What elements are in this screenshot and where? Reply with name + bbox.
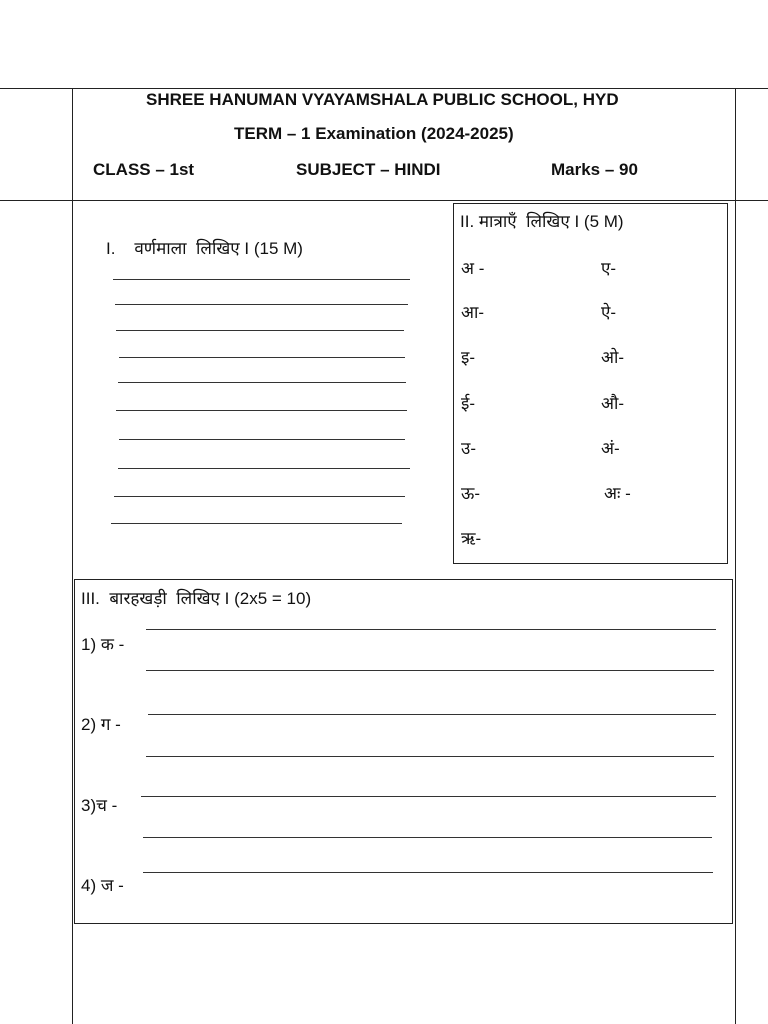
right-margin-line [735, 88, 736, 1024]
answer-line [143, 837, 712, 838]
answer-line [146, 756, 714, 757]
answer-line [146, 670, 714, 671]
class-label: CLASS – 1st [93, 160, 195, 179]
q2-title: II. मात्राएँ लिखिए I (5 M) [460, 212, 624, 231]
barakhadi-item-3: 3)च - [81, 796, 118, 815]
matra-left-1: अ - [461, 259, 485, 278]
answer-line [114, 496, 405, 497]
answer-line [148, 714, 716, 715]
answer-line [118, 468, 410, 469]
q1-title: I. वर्णमाला लिखिए I (15 M) [106, 239, 303, 258]
answer-line [116, 330, 404, 331]
answer-line [115, 304, 408, 305]
matra-left-3: इ- [461, 348, 476, 367]
exam-term: TERM – 1 Examination (2024-2025) [234, 124, 514, 143]
matra-left-6: ऊ- [461, 484, 481, 503]
barakhadi-item-1: 1) क - [81, 635, 125, 654]
answer-line [119, 357, 405, 358]
matra-right-4: औ- [601, 394, 625, 413]
q3-title: III. बारहखड़ी लिखिए I (2x5 = 10) [81, 589, 312, 608]
answer-line [111, 523, 402, 524]
subject-label: SUBJECT – HINDI [296, 160, 441, 179]
matra-right-3: ओ- [601, 348, 625, 367]
matra-left-7: ऋ- [461, 529, 482, 548]
barakhadi-item-2: 2) ग - [81, 715, 121, 734]
answer-line [143, 872, 713, 873]
school-name: SHREE HANUMAN VYAYAMSHALA PUBLIC SCHOOL, HYD [146, 90, 619, 109]
matra-right-6: अः - [604, 484, 631, 503]
matra-left-5: उ- [461, 439, 476, 458]
answer-line [113, 279, 410, 280]
header-bottom-rule [0, 200, 768, 201]
answer-line [118, 382, 406, 383]
left-margin-line [72, 88, 73, 1024]
marks-label: Marks – 90 [551, 160, 638, 179]
barakhadi-item-4: 4) ज - [81, 876, 124, 895]
answer-line [116, 410, 407, 411]
matra-right-2: ऐ- [601, 303, 617, 322]
matra-left-4: ई- [461, 394, 476, 413]
answer-line [119, 439, 405, 440]
matra-left-2: आ- [461, 303, 485, 322]
matra-right-5: अं- [601, 439, 620, 458]
q2-box [453, 203, 728, 564]
answer-line [146, 629, 716, 630]
answer-line [141, 796, 716, 797]
matra-right-1: ए- [601, 259, 617, 278]
top-rule [0, 88, 768, 89]
